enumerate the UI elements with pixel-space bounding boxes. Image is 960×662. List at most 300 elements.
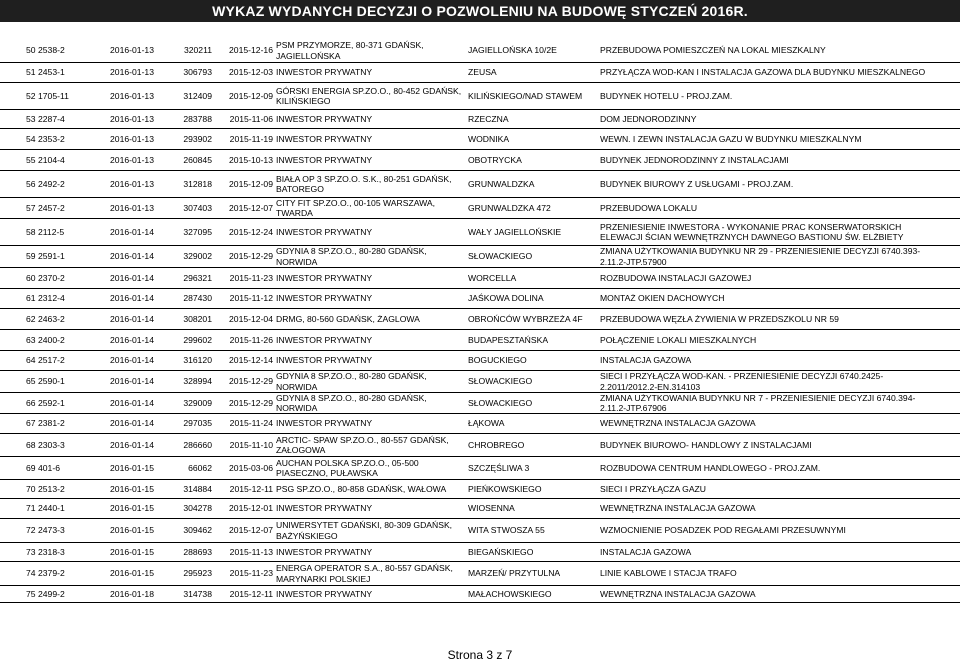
page-number: Strona 3 z 7 (447, 648, 513, 662)
description-cell: WZMOCNIENIE POSADZEK POD REGAŁAMI PRZESUWNYMI (600, 525, 846, 536)
case-number-column-cell (26, 371, 88, 392)
investor-cell: BIAŁA OP 3 SP.ZO.O. S.K., 80-251 GDAŃSK, BATOREGO (276, 173, 452, 194)
decision-date-column-cell (212, 150, 274, 170)
decision-number-column-cell (154, 371, 212, 392)
description-column-cell (600, 268, 934, 288)
request-date-cell: 2016-01-15 (110, 525, 154, 536)
address-column-cell (468, 586, 600, 602)
description-column-cell (600, 414, 934, 433)
case-number-column-cell (26, 63, 88, 82)
table-row (0, 371, 960, 393)
address-cell: ŁĄKOWA (468, 418, 505, 429)
decision-date-column-cell (212, 171, 274, 197)
case-number-cell: 2112-5 (38, 226, 65, 237)
address-column-cell (468, 499, 600, 518)
investor-cell: INWESTOR PRYWATNY (276, 113, 373, 124)
address-cell: SZCZĘŚLIWA 3 (468, 462, 530, 473)
decision-date-cell: 2015-12-07 (229, 202, 273, 213)
request-date-column-cell (88, 371, 154, 392)
address-column-cell (468, 63, 600, 82)
table-row (0, 63, 960, 83)
investor-column-cell (276, 414, 468, 433)
decision-number-column-cell (154, 39, 212, 62)
decision-number-column-cell (154, 393, 212, 413)
case-number-cell: 2590-1 (38, 376, 65, 387)
row-number-cell: 68 (26, 439, 36, 450)
decision-number-column-cell (154, 480, 212, 498)
decision-date-cell: 2015-12-03 (229, 67, 273, 78)
case-number-cell: 2592-1 (38, 397, 65, 408)
decision-number-column-cell (154, 289, 212, 308)
request-date-cell: 2016-01-14 (110, 313, 154, 324)
address-column-cell (468, 393, 600, 413)
address-cell: WAŁY JAGIELLOŃSKIE (468, 226, 562, 237)
decision-date-column-cell (212, 289, 274, 308)
description-column-cell (600, 246, 934, 267)
request-date-cell: 2016-01-13 (110, 113, 154, 124)
investor-column-cell (276, 83, 468, 109)
request-date-cell: 2016-01-13 (110, 133, 154, 144)
table-row (0, 519, 960, 543)
request-date-column-cell (88, 393, 154, 413)
table-row (0, 309, 960, 330)
decision-number-cell: 293902 (183, 133, 212, 144)
case-number-cell: 2318-3 (38, 546, 65, 557)
row-number-cell: 60 (26, 272, 36, 283)
address-cell: WIOSENNA (468, 503, 515, 514)
row-number-cell: 55 (26, 154, 36, 165)
decision-number-column-cell (154, 309, 212, 329)
request-date-column-cell (88, 219, 154, 245)
row-number-cell: 52 (26, 90, 36, 101)
decision-number-column-cell (154, 351, 212, 370)
address-cell: OBOTRYCKA (468, 154, 522, 165)
decision-number-column-cell (154, 129, 212, 149)
case-number-cell: 2517-2 (38, 355, 65, 366)
description-cell: INSTALACJA GAZOWA (600, 546, 692, 557)
investor-cell: INWESTOR PRYWATNY (276, 293, 373, 304)
case-number-column-cell (26, 129, 88, 149)
case-number-column-cell (26, 110, 88, 128)
decision-number-column-cell (154, 83, 212, 109)
request-date-column-cell (88, 457, 154, 479)
case-number-column-cell (26, 499, 88, 518)
case-number-cell: 2463-2 (38, 313, 65, 324)
description-column-cell (600, 330, 934, 350)
row-number-cell: 50 (26, 45, 36, 56)
table-row (0, 198, 960, 219)
request-date-column-cell (88, 309, 154, 329)
address-column-cell (468, 543, 600, 561)
request-date-cell: 2016-01-13 (110, 178, 154, 189)
address-column-cell (468, 150, 600, 170)
decision-number-column-cell (154, 330, 212, 350)
address-column-cell (468, 289, 600, 308)
decision-date-cell: 2015-11-23 (229, 568, 273, 579)
decision-date-column-cell (212, 268, 274, 288)
address-cell: WORCELLA (468, 272, 517, 283)
description-column-cell (600, 63, 934, 82)
description-column-cell (600, 351, 934, 370)
address-column-cell (468, 562, 600, 585)
decision-date-column-cell (212, 110, 274, 128)
investor-column-cell (276, 171, 468, 197)
decision-date-cell: 2015-11-24 (229, 418, 273, 429)
table-row (0, 434, 960, 457)
description-cell: BUDYNEK BIUROWY Z USŁUGAMI - PROJ.ZAM. (600, 178, 794, 189)
request-date-column-cell (88, 434, 154, 456)
decision-number-column-cell (154, 110, 212, 128)
decision-number-column-cell (154, 543, 212, 561)
investor-column-cell (276, 198, 468, 218)
address-cell: GRUNWALDZKA (468, 178, 535, 189)
request-date-cell: 2016-01-15 (110, 462, 154, 473)
request-date-cell: 2016-01-14 (110, 418, 154, 429)
decision-number-cell: 329009 (183, 397, 212, 408)
row-number-cell: 67 (26, 418, 36, 429)
request-date-column-cell (88, 63, 154, 82)
decision-date-column-cell (212, 480, 274, 498)
description-cell: BUDYNEK HOTELU - PROJ.ZAM. (600, 90, 733, 101)
investor-cell: INWESTOR PRYWATNY (276, 334, 373, 345)
description-column-cell (600, 393, 934, 413)
row-number-cell: 74 (26, 568, 36, 579)
request-date-column-cell (88, 198, 154, 218)
case-number-cell: 2538-2 (38, 45, 65, 56)
address-column-cell (468, 480, 600, 498)
address-cell: OBROŃCÓW WYBRZEŻA 4F (468, 313, 583, 324)
address-column-cell (468, 519, 600, 542)
decision-date-column-cell (212, 129, 274, 149)
investor-column-cell (276, 39, 468, 62)
case-number-cell: 2353-2 (38, 133, 65, 144)
decision-number-cell: 309462 (183, 525, 212, 536)
row-number-cell: 69 (26, 462, 36, 473)
request-date-cell: 2016-01-14 (110, 334, 154, 345)
decision-number-cell: 327095 (183, 226, 212, 237)
decision-number-cell: 328994 (183, 376, 212, 387)
table-row (0, 351, 960, 371)
description-cell: PRZYŁĄCZA WOD-KAN I INSTALACJA GAZOWA DLA BUDYNKU MIESZKALNEGO (600, 67, 926, 78)
description-column-cell (600, 519, 934, 542)
description-cell: WEWNĘTRZNA INSTALACJA GAZOWA (600, 503, 756, 514)
case-number-cell: 2591-1 (38, 251, 65, 262)
decision-number-cell: 288693 (183, 546, 212, 557)
description-column-cell (600, 371, 934, 392)
description-column-cell (600, 586, 934, 602)
request-date-column-cell (88, 586, 154, 602)
investor-cell: INWESTOR PRYWATNY (276, 418, 373, 429)
investor-cell: ENERGA OPERATOR S.A., 80-557 GDAŃSK, MARYNARKI POLSKIEJ (276, 563, 453, 584)
case-number-column-cell (26, 330, 88, 350)
request-date-cell: 2016-01-13 (110, 90, 154, 101)
address-cell: KILIŃSKIEGO/NAD STAWEM (468, 90, 583, 101)
address-column-cell (468, 198, 600, 218)
request-date-cell: 2016-01-13 (110, 202, 154, 213)
description-cell: ZMIANA UŻYTKOWANIA BUDYNKU NR 29 - PRZENIESIENIE DECYZJI 6740.393-2.11.2-JTP.57900 (600, 246, 921, 267)
row-number-cell: 57 (26, 202, 36, 213)
description-cell: WEWNĘTRZNA INSTALACJA GAZOWA (600, 588, 756, 599)
case-number-column-cell (26, 150, 88, 170)
decision-number-cell: 304278 (183, 503, 212, 514)
investor-column-cell (276, 309, 468, 329)
table-row (0, 330, 960, 351)
decision-date-column-cell (212, 457, 274, 479)
request-date-cell: 2016-01-15 (110, 483, 154, 494)
description-cell: PRZEBUDOWA LOKALU (600, 202, 698, 213)
case-number-cell: 2440-1 (38, 503, 65, 514)
description-column-cell (600, 499, 934, 518)
case-number-cell: 2312-4 (38, 293, 65, 304)
address-cell: ZEUSA (468, 67, 497, 78)
investor-cell: INWESTOR PRYWATNY (276, 588, 373, 599)
address-cell: BUDAPESZTAŃSKA (468, 334, 549, 345)
investor-cell: CITY FIT SP.ZO.O., 00-105 WARSZAWA, TWARDA (276, 198, 436, 218)
decision-date-column-cell (212, 198, 274, 218)
decision-number-cell: 283788 (183, 113, 212, 124)
row-number-cell: 53 (26, 113, 36, 124)
decision-number-cell: 299602 (183, 334, 212, 345)
table-row (0, 150, 960, 171)
request-date-cell: 2016-01-14 (110, 251, 154, 262)
case-number-cell: 2303-3 (38, 439, 65, 450)
decision-number-cell: 287430 (183, 293, 212, 304)
description-column-cell (600, 309, 934, 329)
request-date-cell: 2016-01-14 (110, 397, 154, 408)
request-date-column-cell (88, 519, 154, 542)
table-row (0, 268, 960, 289)
decision-date-column-cell (212, 309, 274, 329)
request-date-column-cell (88, 289, 154, 308)
description-cell: SIECI I PRZYŁĄCZA WOD-KAN. - PRZENIESIENIE DECYZJI 6740.2425-2.2011/2012.2-EN.314103 (600, 371, 884, 392)
address-cell: SŁOWACKIEGO (468, 376, 533, 387)
investor-column-cell (276, 268, 468, 288)
description-cell: LINIE KABLOWE I STACJA TRAFO (600, 568, 737, 579)
description-cell: ZMIANA UŻYTKOWANIA BUDYNKU NR 7 - PRZENIESIENIE DECYZJI 6740.394-2.11.2-JTP.67906 (600, 393, 916, 413)
decision-date-cell: 2015-11-23 (229, 272, 273, 283)
table-row (0, 457, 960, 480)
decision-number-column-cell (154, 434, 212, 456)
decision-date-cell: 2015-12-09 (229, 178, 273, 189)
table-row (0, 562, 960, 586)
table-row (0, 480, 960, 499)
case-number-cell: 2381-2 (38, 418, 65, 429)
case-number-cell: 2499-2 (38, 588, 65, 599)
description-column-cell (600, 219, 934, 245)
address-column-cell (468, 351, 600, 370)
decision-number-column-cell (154, 246, 212, 267)
table-row (0, 39, 960, 63)
description-column-cell (600, 289, 934, 308)
address-cell: BOGUCKIEGO (468, 355, 527, 366)
address-column-cell (468, 309, 600, 329)
decision-date-cell: 2015-12-29 (229, 397, 273, 408)
decision-date-cell: 2015-12-16 (229, 45, 273, 56)
decision-number-cell: 66062 (188, 462, 212, 473)
request-date-column-cell (88, 83, 154, 109)
investor-cell: INWESTOR PRYWATNY (276, 546, 373, 557)
description-cell: ROZBUDOWA CENTRUM HANDLOWEGO - PROJ.ZAM. (600, 462, 821, 473)
address-cell: SŁOWACKIEGO (468, 251, 533, 262)
table-row (0, 219, 960, 246)
table-row (0, 414, 960, 434)
decision-date-cell: 2015-03-06 (229, 462, 273, 473)
table-row (0, 586, 960, 603)
table-row (0, 110, 960, 129)
description-cell: PRZEBUDOWA WĘZŁA ŻYWIENIA W PRZEDSZKOLU NR 59 (600, 313, 839, 324)
investor-column-cell (276, 393, 468, 413)
description-cell: BUDYNEK BIUROWO- HANDLOWY Z INSTALACJAMI (600, 439, 812, 450)
decision-number-column-cell (154, 171, 212, 197)
case-number-cell: 2287-4 (38, 113, 65, 124)
request-date-cell: 2016-01-18 (110, 588, 154, 599)
description-cell: INSTALACJA GAZOWA (600, 355, 692, 366)
decision-number-cell: 314884 (183, 483, 212, 494)
decision-date-cell: 2015-12-24 (229, 226, 273, 237)
decision-number-cell: 296321 (183, 272, 212, 283)
request-date-column-cell (88, 171, 154, 197)
address-column-cell (468, 83, 600, 109)
description-column-cell (600, 434, 934, 456)
investor-cell: INWESTOR PRYWATNY (276, 503, 373, 514)
decision-number-cell: 320211 (183, 45, 212, 56)
description-cell: ROZBUDOWA INSTALACJI GAZOWEJ (600, 272, 752, 283)
investor-column-cell (276, 543, 468, 561)
description-cell: PRZEBUDOWA POMIESZCZEŃ NA LOKAL MIESZKALNY (600, 45, 826, 56)
address-column-cell (468, 110, 600, 128)
request-date-column-cell (88, 268, 154, 288)
investor-column-cell (276, 562, 468, 585)
row-number-cell: 59 (26, 251, 36, 262)
table-row (0, 171, 960, 198)
decision-date-cell: 2015-12-29 (229, 251, 273, 262)
case-number-column-cell (26, 171, 88, 197)
table-row (0, 393, 960, 414)
row-number-cell: 70 (26, 483, 36, 494)
decision-number-cell: 297035 (183, 418, 212, 429)
table-row (0, 246, 960, 268)
investor-column-cell (276, 586, 468, 602)
description-cell: WEWNĘTRZNA INSTALACJA GAZOWA (600, 418, 756, 429)
address-column-cell (468, 219, 600, 245)
case-number-cell: 2513-2 (38, 483, 65, 494)
decision-number-column-cell (154, 414, 212, 433)
row-number-cell: 75 (26, 588, 36, 599)
investor-column-cell (276, 480, 468, 498)
description-column-cell (600, 480, 934, 498)
case-number-column-cell (26, 434, 88, 456)
address-cell: MARZEŃ/ PRZYTULNA (468, 568, 561, 579)
decision-number-column-cell (154, 219, 212, 245)
decision-number-cell: 286660 (183, 439, 212, 450)
decision-date-column-cell (212, 586, 274, 602)
description-cell: PRZENIESIENIE INWESTORA - WYKONANIE PRAC KONSERWATORSKICH ELEWACJI ŚCIAN WEWNĘTRZNYCH DAWNEGO BASTIONU ŚW. ELŻBIETY (600, 221, 904, 242)
description-column-cell (600, 562, 934, 585)
row-number-cell: 54 (26, 133, 36, 144)
decision-date-column-cell (212, 434, 274, 456)
address-cell: GRUNWALDZKA 472 (468, 202, 551, 213)
address-column-cell (468, 414, 600, 433)
table-row (0, 543, 960, 562)
investor-cell: DRMG, 80-560 GDAŃSK, ŻAGLOWA (276, 313, 420, 324)
decision-date-cell: 2015-12-11 (229, 588, 273, 599)
page-title: WYKAZ WYDANYCH DECYZJI O POZWOLENIU NA BUDOWĘ STYCZEŃ 2016R. (0, 0, 960, 22)
investor-column-cell (276, 457, 468, 479)
address-cell: WODNIKA (468, 133, 510, 144)
description-column-cell (600, 171, 934, 197)
decision-number-cell: 329002 (183, 251, 212, 262)
request-date-column-cell (88, 129, 154, 149)
case-number-cell: 2400-2 (38, 334, 65, 345)
decisions-table (0, 39, 960, 603)
investor-cell: INWESTOR PRYWATNY (276, 226, 373, 237)
request-date-column-cell (88, 246, 154, 267)
case-number-column-cell (26, 309, 88, 329)
description-column-cell (600, 198, 934, 218)
case-number-cell: 401-6 (38, 462, 60, 473)
decision-date-cell: 2015-11-26 (229, 334, 273, 345)
investor-column-cell (276, 434, 468, 456)
description-cell: SIECI I PRZYŁĄCZA GAZU (600, 483, 707, 494)
description-column-cell (600, 457, 934, 479)
request-date-column-cell (88, 39, 154, 62)
request-date-column-cell (88, 562, 154, 585)
decision-date-cell: 2015-11-06 (229, 113, 273, 124)
request-date-cell: 2016-01-13 (110, 67, 154, 78)
case-number-column-cell (26, 198, 88, 218)
request-date-column-cell (88, 150, 154, 170)
case-number-column-cell (26, 246, 88, 267)
address-column-cell (468, 246, 600, 267)
row-number-cell: 71 (26, 503, 36, 514)
row-number-cell: 51 (26, 67, 36, 78)
row-number-cell: 65 (26, 376, 36, 387)
decision-date-column-cell (212, 499, 274, 518)
decision-number-column-cell (154, 499, 212, 518)
case-number-column-cell (26, 543, 88, 561)
description-column-cell (600, 129, 934, 149)
decision-date-column-cell (212, 39, 274, 62)
request-date-cell: 2016-01-14 (110, 355, 154, 366)
investor-cell: INWESTOR PRYWATNY (276, 67, 373, 78)
request-date-column-cell (88, 499, 154, 518)
decision-number-column-cell (154, 63, 212, 82)
investor-cell: GDYNIA 8 SP.ZO.O., 80-280 GDAŃSK, NORWIDA (276, 246, 427, 267)
request-date-cell: 2016-01-15 (110, 546, 154, 557)
decision-number-cell: 308201 (183, 313, 212, 324)
address-column-cell (468, 330, 600, 350)
decision-date-column-cell (212, 519, 274, 542)
case-number-cell: 2379-2 (38, 568, 65, 579)
address-column-cell (468, 171, 600, 197)
request-date-cell: 2016-01-15 (110, 568, 154, 579)
decision-number-column-cell (154, 457, 212, 479)
decision-number-cell: 316120 (183, 355, 212, 366)
case-number-column-cell (26, 562, 88, 585)
case-number-column-cell (26, 414, 88, 433)
investor-cell: PSG SP.ZO.O., 80-858 GDAŃSK, WAŁOWA (276, 483, 447, 494)
decision-date-cell: 2015-11-12 (229, 293, 273, 304)
decision-number-cell: 295923 (183, 568, 212, 579)
case-number-column-cell (26, 519, 88, 542)
table-row (0, 289, 960, 309)
decision-number-column-cell (154, 268, 212, 288)
address-cell: JAŚKOWA DOLINA (468, 293, 544, 304)
case-number-cell: 2492-2 (38, 178, 65, 189)
investor-column-cell (276, 219, 468, 245)
request-date-column-cell (88, 351, 154, 370)
investor-cell: AUCHAN POLSKA SP.ZO.O., 05-500 PIASECZNO, PUŁAWSKA (276, 457, 419, 478)
